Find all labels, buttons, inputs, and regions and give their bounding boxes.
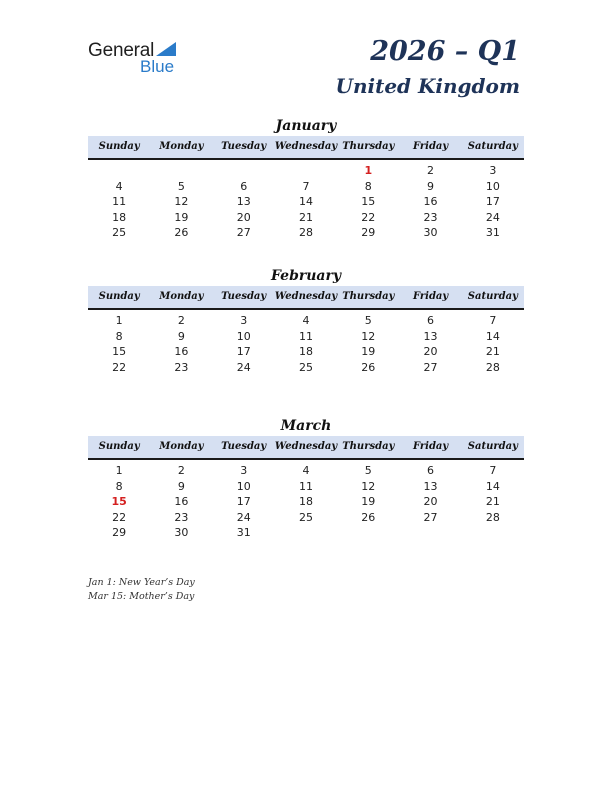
date-cell: 20 (236, 210, 251, 224)
date-cell: 17 (236, 345, 251, 358)
date-cell: 3 (240, 464, 248, 477)
date-cell (150, 163, 212, 179)
date-cell: 30 (423, 226, 438, 239)
date-cell: 1 (115, 314, 123, 327)
date-cell: 28 (485, 360, 500, 374)
date-cell: 6 (427, 314, 435, 327)
date-cell: 11 (298, 329, 313, 343)
month-weeks (88, 310, 524, 375)
date-cell: 4 (115, 179, 123, 193)
date-cell: 9 (177, 329, 185, 343)
logo-word-blue: Blue (140, 57, 175, 76)
week-row (88, 344, 524, 360)
date-cell: 23 (174, 510, 189, 524)
date-cell: 26 (361, 360, 376, 374)
date-cell: 12 (361, 329, 376, 343)
month-february (88, 266, 524, 375)
month-march (88, 416, 524, 541)
date-cell: 11 (298, 479, 313, 493)
date-cell: 17 (485, 195, 500, 208)
month-title: February (270, 268, 341, 284)
date-cell: 22 (112, 510, 127, 524)
week-row (88, 494, 524, 510)
date-cell: 13 (423, 479, 438, 493)
date-cell: 7 (302, 179, 310, 193)
generalblue-logo (88, 40, 188, 76)
month-title: January (275, 118, 337, 134)
date-cell: 24 (236, 360, 251, 374)
date-cell: 25 (112, 226, 127, 239)
weekday-label: Wednesday (274, 141, 338, 152)
date-cell: 20 (423, 495, 438, 508)
week-row (88, 179, 524, 195)
date-cell: 23 (174, 360, 189, 374)
weekday-label: Wednesday (274, 441, 338, 452)
month-weeks (88, 160, 524, 241)
date-cell: 19 (361, 345, 376, 358)
date-cell: 13 (236, 195, 251, 208)
date-cell: 5 (177, 179, 185, 193)
date-cell: 19 (361, 495, 376, 508)
date-cell: 27 (423, 510, 438, 524)
date-cell: 15 (361, 195, 376, 208)
date-cell (275, 525, 337, 541)
date-cell (399, 525, 461, 541)
weekday-label: Monday (159, 441, 204, 452)
date-cell: 18 (298, 495, 313, 508)
date-cell: 28 (298, 226, 313, 239)
holiday-notes (88, 576, 195, 604)
week-row (88, 194, 524, 210)
date-cell: 4 (302, 464, 310, 477)
logo-flag-icon (156, 42, 176, 56)
date-cell (462, 525, 524, 541)
weekday-header-row (88, 436, 524, 460)
weekday-label: Friday (412, 141, 449, 152)
weekday-label: Thursday (342, 291, 395, 302)
date-cell: 17 (236, 495, 251, 508)
month-title: March (280, 418, 332, 434)
week-row (88, 210, 524, 226)
date-cell: 10 (485, 179, 500, 193)
date-cell: 3 (489, 164, 497, 177)
week-row (88, 479, 524, 495)
weekday-label: Saturday (467, 141, 518, 152)
date-cell: 16 (174, 345, 189, 358)
date-cell: 10 (236, 479, 251, 493)
week-row (88, 463, 524, 479)
weekday-label: Thursday (342, 141, 395, 152)
date-cell: 31 (236, 526, 251, 539)
week-row (88, 313, 524, 329)
weekday-label: Sunday (98, 291, 140, 302)
date-cell: 24 (485, 210, 500, 224)
weekday-label: Saturday (467, 441, 518, 452)
date-cell: 8 (115, 329, 123, 343)
date-cell: 14 (485, 329, 500, 343)
weekday-label: Saturday (467, 291, 518, 302)
logo-word-general: General (88, 40, 155, 61)
weekday-label: Wednesday (274, 291, 338, 302)
holiday-note: Mar 15: Mother’s Day (88, 591, 195, 602)
date-cell (275, 163, 337, 179)
date-cell: 16 (174, 495, 189, 508)
date-cell: 12 (361, 479, 376, 493)
date-cell: 4 (302, 314, 310, 327)
date-cell: 13 (423, 329, 438, 343)
holiday-note: Jan 1: New Year’s Day (88, 577, 195, 588)
date-cell: 15 (112, 345, 127, 358)
date-cell: 2 (177, 314, 185, 327)
page-subtitle: United Kingdom (335, 74, 520, 98)
date-cell: 8 (364, 179, 372, 193)
weekday-label: Tuesday (221, 441, 267, 452)
date-cell: 21 (298, 210, 313, 224)
weekday-label: Monday (159, 141, 204, 152)
date-cell: 5 (364, 464, 372, 477)
holiday-date-cell: 15 (111, 495, 127, 508)
date-cell: 10 (236, 329, 251, 343)
date-cell: 23 (423, 210, 438, 224)
date-cell: 22 (112, 360, 127, 374)
weekday-header-row (88, 286, 524, 310)
page-title: 2026 – Q1 (370, 36, 520, 67)
weekday-label: Friday (412, 441, 449, 452)
date-cell: 18 (112, 210, 127, 224)
date-cell: 2 (427, 164, 435, 177)
date-cell: 2 (177, 464, 185, 477)
weekday-label: Sunday (98, 441, 140, 452)
date-cell: 25 (298, 360, 313, 374)
date-cell: 5 (364, 314, 372, 327)
week-row (88, 360, 524, 376)
weekday-label: Thursday (342, 441, 395, 452)
date-cell: 27 (236, 226, 251, 239)
date-cell: 18 (298, 345, 313, 358)
date-cell: 16 (423, 195, 438, 208)
date-cell: 9 (427, 179, 435, 193)
week-row (88, 525, 524, 541)
date-cell: 19 (174, 210, 189, 224)
date-cell: 14 (298, 195, 313, 208)
date-cell: 31 (485, 226, 500, 239)
date-cell: 6 (427, 464, 435, 477)
weekday-label: Monday (159, 291, 204, 302)
date-cell: 11 (112, 195, 127, 208)
month-weeks (88, 460, 524, 541)
weekday-label: Friday (412, 291, 449, 302)
week-row (88, 225, 524, 241)
date-cell (88, 163, 150, 179)
date-cell: 3 (240, 314, 248, 327)
date-cell: 20 (423, 345, 438, 358)
date-cell: 30 (174, 526, 189, 539)
date-cell: 6 (240, 179, 248, 193)
date-cell: 14 (485, 479, 500, 493)
date-cell: 28 (485, 510, 500, 524)
date-cell: 26 (361, 510, 376, 524)
weekday-header-row (88, 136, 524, 160)
date-cell: 25 (298, 510, 313, 524)
weekday-label: Tuesday (221, 291, 267, 302)
date-cell: 22 (361, 210, 376, 224)
date-cell: 21 (485, 345, 500, 358)
date-cell: 21 (485, 495, 500, 508)
date-cell: 7 (489, 464, 497, 477)
month-january (88, 116, 524, 241)
date-cell: 24 (236, 510, 251, 524)
date-cell: 1 (115, 464, 123, 477)
date-cell (213, 163, 275, 179)
weekday-label: Tuesday (221, 141, 267, 152)
date-cell: 7 (489, 314, 497, 327)
week-row (88, 329, 524, 345)
date-cell: 9 (177, 479, 185, 493)
date-cell: 29 (361, 226, 376, 239)
week-row (88, 510, 524, 526)
date-cell: 27 (423, 360, 438, 374)
date-cell (337, 525, 399, 541)
holiday-date-cell: 1 (364, 164, 373, 177)
date-cell: 29 (112, 526, 127, 539)
date-cell: 26 (174, 226, 189, 239)
weekday-label: Sunday (98, 141, 140, 152)
date-cell: 12 (174, 195, 189, 208)
week-row (88, 163, 524, 179)
date-cell: 8 (115, 479, 123, 493)
